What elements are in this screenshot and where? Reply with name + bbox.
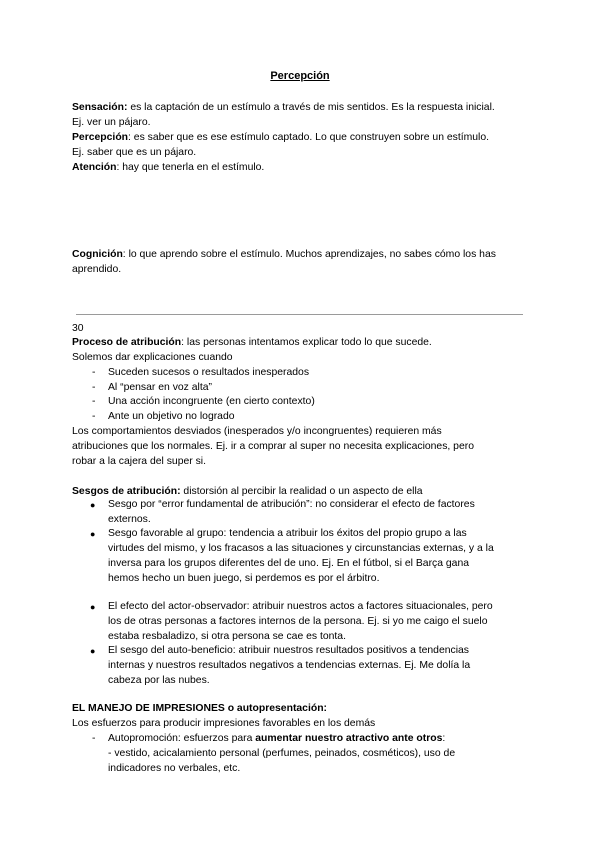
sensacion-example: Ej. ver un pájaro.	[72, 117, 151, 128]
sesgo-item-2-line-1: Sesgo favorable al grupo: tendencia a atribuir los éxitos del propio grupo a las	[108, 528, 467, 539]
sesgo-item-4-line-3: cabeza por las nubes.	[108, 675, 210, 686]
list-item: Una acción incongruente (en cierto contexto)	[108, 396, 315, 407]
atribucion-line	[72, 335, 432, 350]
impresiones-item-pre: Autopromoción: esfuerzos para	[108, 733, 256, 744]
dash-marker: -	[92, 382, 96, 393]
list-item: Ante un objetivo no logrado	[108, 411, 235, 422]
bullet-marker: ●	[90, 500, 96, 510]
dash-marker: -	[92, 396, 96, 407]
percepcion-text: : es saber que es ese estímulo captado. Lo que construyen sobre un estímulo.	[128, 132, 490, 143]
dash-marker: -	[92, 411, 96, 422]
sesgo-item-2-line-4: hemos hecho un buen juego, si perdemos es por el árbitro.	[108, 573, 380, 584]
atencion-text: : hay que tenerla en el estímulo.	[116, 162, 265, 173]
atribucion-para-3: robar a la cajera del super si.	[72, 456, 206, 467]
dash-marker: -	[92, 733, 96, 744]
percepcion-example: Ej. saber que es un pájaro.	[72, 147, 197, 158]
cognicion-text-2: aprendido.	[72, 264, 122, 275]
percepcion-line	[72, 130, 489, 145]
dash-marker: -	[92, 367, 96, 378]
sesgo-item-1-line-1: Sesgo por “error fundamental de atribución”: no considerar el efecto de factores	[108, 499, 475, 510]
sesgos-text: distorsión al percibir la realidad o un aspecto de ella	[180, 486, 423, 497]
sesgo-item-3-line-3: estaba resbaladizo, si otra persona se cae es tonta.	[108, 631, 346, 642]
page-number: 30	[72, 323, 84, 334]
percepcion-label: Percepción	[72, 132, 129, 143]
list-item: Al “pensar en voz alta”	[108, 382, 212, 393]
sesgo-item-2-line-3: inversa para los grupos diferentes del de uno. Ej. En el fútbol, si el Barça gana	[108, 558, 470, 569]
page-title: Percepción	[270, 70, 330, 82]
sesgo-item-3-line-2: los de otras personas a factores internos de la persona. Ej. si yo me caigo el suelo	[108, 616, 488, 627]
sesgos-label: Sesgos de atribución:	[72, 486, 181, 497]
sesgo-item-1-line-2: externos.	[108, 514, 151, 525]
atribucion-text: : las personas intentamos explicar todo lo que sucede.	[181, 337, 432, 348]
sensacion-text: es la captación de un estímulo a través de mis sentidos. Es la respuesta inicial.	[127, 102, 495, 113]
impresiones-item-bold: aumentar nuestro atractivo ante otros	[255, 733, 443, 744]
cognicion-label: Cognición	[72, 249, 123, 260]
cognicion-text: : lo que aprendo sobre el estímulo. Muchos aprendizajes, no sabes cómo los has	[122, 249, 496, 260]
atribucion-intro: Solemos dar explicaciones cuando	[72, 352, 233, 363]
sesgo-item-2-line-2: virtudes del mismo, y los fracasos a las situaciones y circunstancias externas, y a la	[108, 543, 494, 554]
bullet-marker: ●	[90, 529, 96, 539]
sensacion-line	[72, 100, 495, 115]
impresiones-text: Los esfuerzos para producir impresiones favorables en los demás	[72, 718, 376, 729]
sensacion-label: Sensación:	[72, 102, 128, 113]
impresiones-heading	[72, 701, 327, 716]
impresiones-item-line-3: indicadores no verbales, etc.	[108, 763, 241, 774]
bullet-marker: ●	[90, 646, 96, 656]
impresiones-label: EL MANEJO DE IMPRESIONES o autopresentación:	[72, 703, 327, 714]
impresiones-item-line-2: - vestido, acicalamiento personal (perfumes, peinados, cosméticos), uso de	[108, 748, 456, 759]
bullet-marker: ●	[90, 602, 96, 612]
atribucion-para-2: atribuciones que los normales. Ej. ir a comprar al super no necesita explicaciones, pero	[72, 441, 474, 452]
atencion-line	[72, 160, 264, 175]
horizontal-divider	[76, 314, 523, 315]
atencion-label: Atención	[72, 162, 117, 173]
atribucion-para-1: Los comportamientos desviados (inesperados y/o incongruentes) requieren más	[72, 426, 442, 437]
sesgo-item-3-line-1: El efecto del actor-observador: atribuir nuestros actos a factores situacionales, pero	[108, 601, 493, 612]
impresiones-item-post: :	[442, 733, 446, 744]
atribucion-label: Proceso de atribución	[72, 337, 182, 348]
impresiones-item-line-1	[108, 731, 445, 746]
sesgo-item-4-line-2: internas y nuestros resultados negativos a tendencias externas. Ej. Me dolía la	[108, 660, 471, 671]
list-item: Suceden sucesos o resultados inesperados	[108, 367, 310, 378]
sesgo-item-4-line-1: El sesgo del auto-beneficio: atribuir nuestros resultados positivos a tendencias	[108, 645, 469, 656]
cognicion-line	[72, 247, 496, 262]
